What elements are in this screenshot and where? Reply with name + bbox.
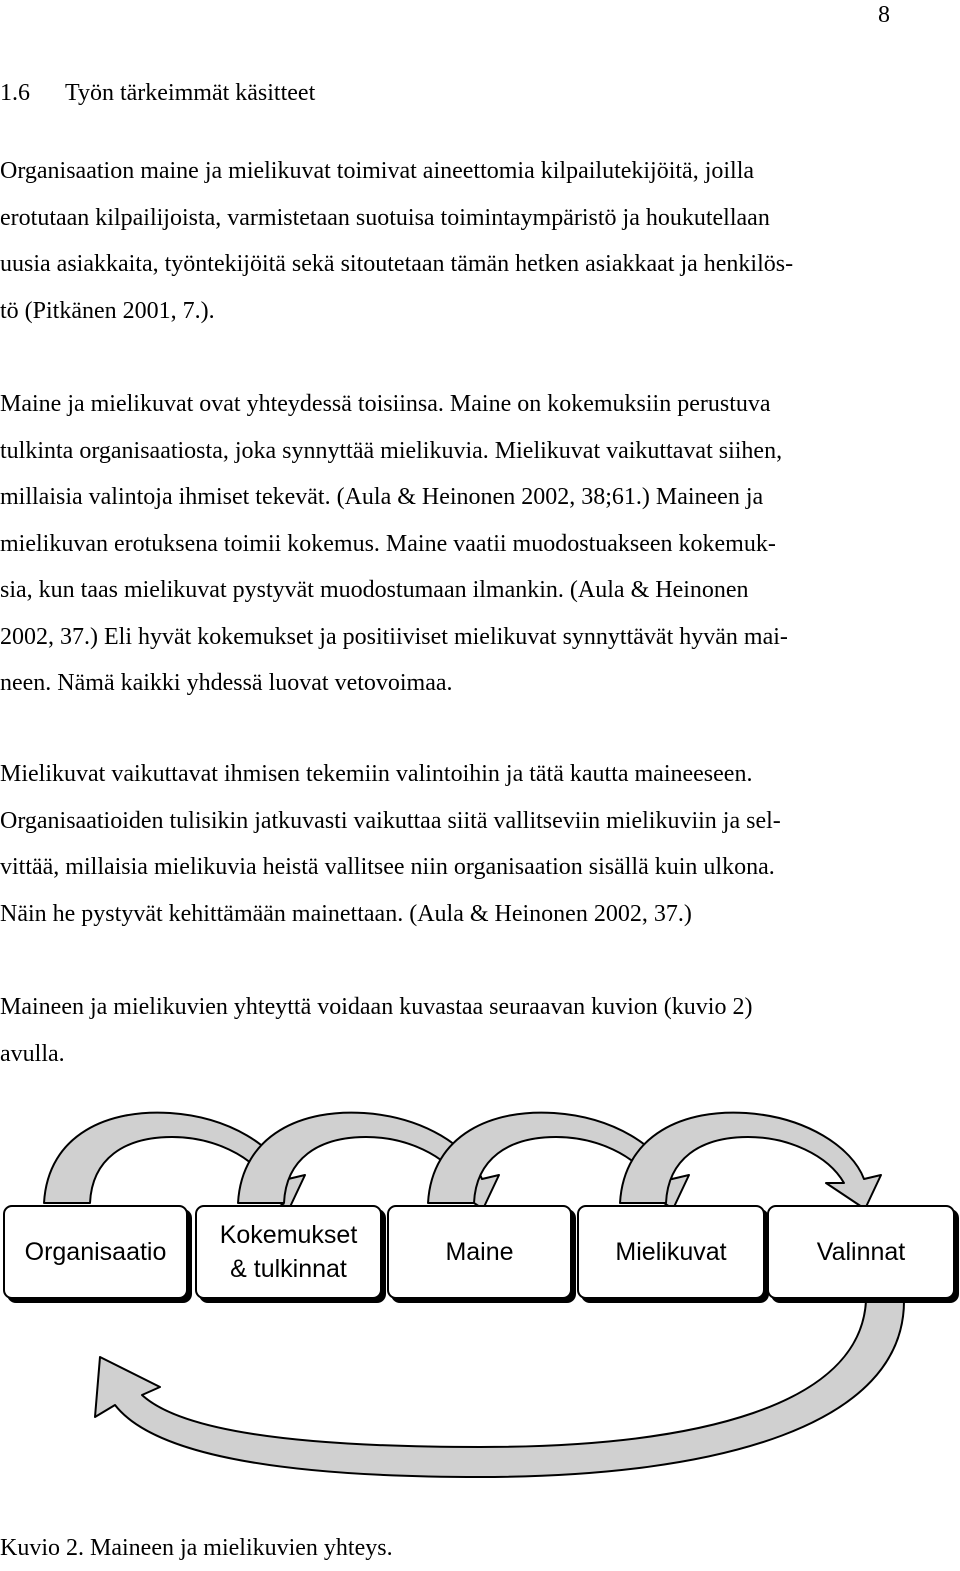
paragraph-3 xyxy=(0,751,895,937)
figure-caption: Kuvio 2. Maineen ja mielikuvien yhteys. xyxy=(0,1535,393,1561)
box-organisaatio xyxy=(3,1205,188,1299)
paragraph-line: Näin he pystyvät kehittämään mainettaan. (Aula & Heinonen 2002, 37.) xyxy=(0,900,692,927)
paragraph-line: Maine ja mielikuvat ovat yhteydessä toisiinsa. Maine on kokemuksiin perustuva xyxy=(0,391,771,417)
box-label-line: Kokemukset xyxy=(219,1221,358,1249)
paragraph-line: avulla. xyxy=(0,1040,65,1067)
box-label: Valinnat xyxy=(816,1238,906,1266)
box-label-line: & tulkinnat xyxy=(230,1255,347,1283)
box-kokemukset-tulkinnat xyxy=(195,1205,382,1299)
paragraph-line: Mielikuvat vaikuttavat ihmisen tekemiin valintoihin ja tätä kautta maineeseen. xyxy=(0,761,753,787)
page-number: 8 xyxy=(878,2,890,28)
paragraph-line: Organisaation maine ja mielikuvat toimivat aineettomia kilpailutekijöitä, joilla xyxy=(0,158,755,184)
box-label xyxy=(220,1218,358,1286)
paragraph-line: mielikuvan erotuksena toimii kokemus. Maine vaatii muodostuakseen kokemuk- xyxy=(0,530,776,557)
paragraph-line: vittää, millaisia mielikuvia heistä vallitsee niin organisaation sisällä kuin ulkona. xyxy=(0,854,775,880)
reputation-image-diagram xyxy=(0,1105,960,1530)
box-valinnat xyxy=(767,1205,955,1299)
curved-arrow-icon xyxy=(620,1113,881,1209)
paragraph-4 xyxy=(0,984,895,1077)
box-label: Mielikuvat xyxy=(615,1238,727,1266)
paragraph-line: tö (Pitkänen 2001, 7.). xyxy=(0,297,215,324)
paragraph-1 xyxy=(0,148,895,334)
feedback-arrow-icon xyxy=(95,1301,904,1477)
paragraph-2 xyxy=(0,381,895,707)
section-number: 1.6 xyxy=(0,80,30,106)
paragraph-line: sia, kun taas mielikuvat pystyvät muodostumaan ilmankin. (Aula & Heinonen xyxy=(0,577,749,603)
box-label: Maine xyxy=(445,1238,514,1266)
section-title: Työn tärkeimmät käsitteet xyxy=(65,80,316,106)
section-heading xyxy=(0,78,315,108)
paragraph-line: Organisaatioiden tulisikin jatkuvasti vaikuttaa siitä vallitseviin mielikuviin ja sel- xyxy=(0,807,781,834)
box-mielikuvat xyxy=(577,1205,765,1299)
paragraph-line: Maineen ja mielikuvien yhteyttä voidaan kuvastaa seuraavan kuvion (kuvio 2) xyxy=(0,994,753,1020)
box-label: Organisaatio xyxy=(24,1238,167,1266)
paragraph-line: uusia asiakkaita, työntekijöitä sekä sitoutetaan tämän hetken asiakkaat ja henkilös- xyxy=(0,251,794,277)
paragraph-line: tulkinta organisaatiosta, joka synnyttää mielikuvia. Mielikuvat vaikuttavat siihen, xyxy=(0,437,783,464)
paragraph-line: 2002, 37.) Eli hyvät kokemukset ja positiiviset mielikuvat synnyttävät hyvän mai- xyxy=(0,623,788,650)
paragraph-line: erotutaan kilpailijoista, varmistetaan suotuisa toimintaympäristö ja houkutellaan xyxy=(0,204,770,231)
paragraph-line: neen. Nämä kaikki yhdessä luovat vetovoimaa. xyxy=(0,670,453,696)
diagram-arrows xyxy=(0,1105,960,1530)
box-maine xyxy=(387,1205,572,1299)
paragraph-line: millaisia valintoja ihmiset tekevät. (Aula & Heinonen 2002, 38;61.) Maineen ja xyxy=(0,484,764,510)
